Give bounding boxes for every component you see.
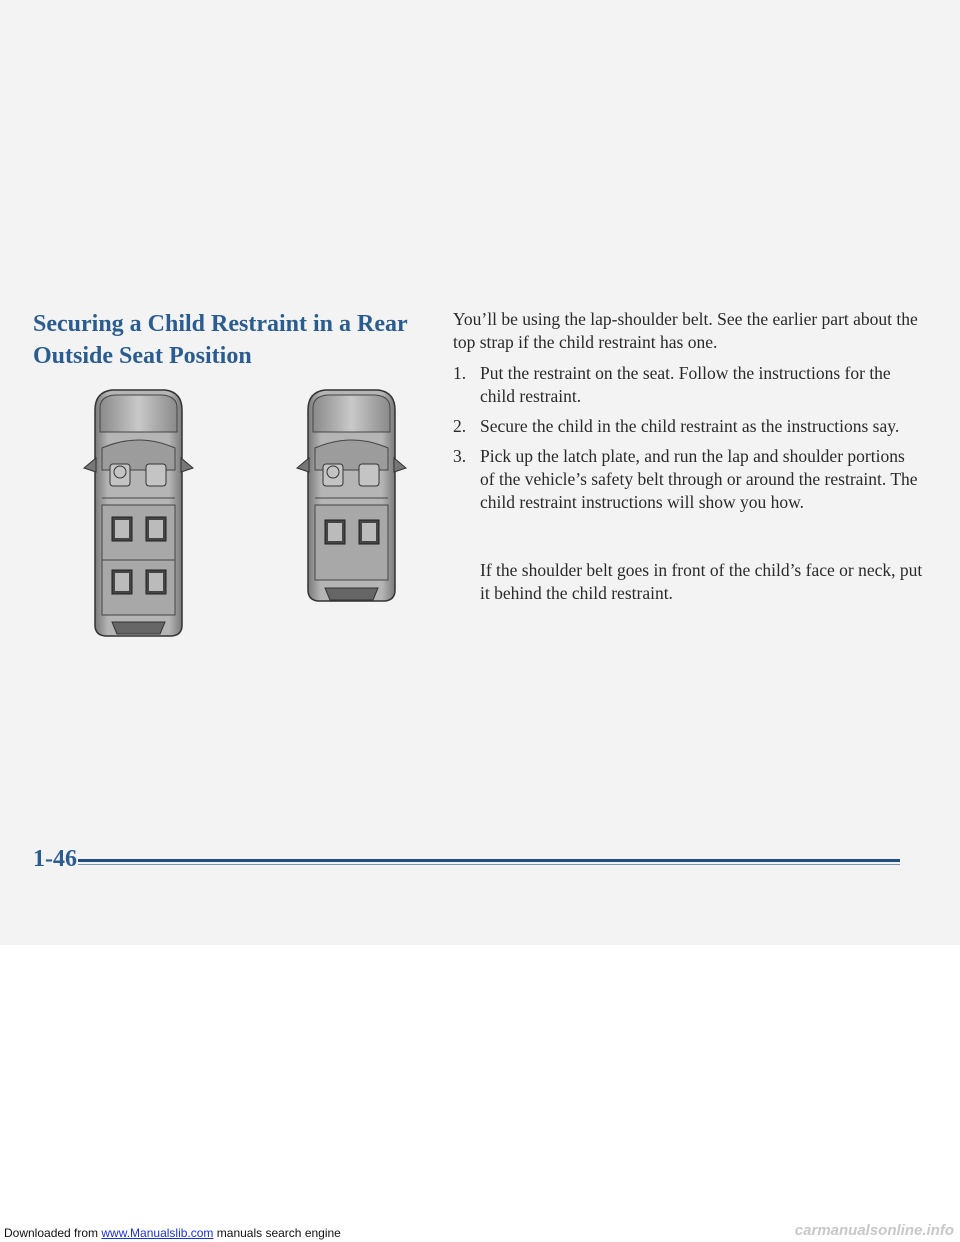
page-title: Securing a Child Restraint in a Rear Outside Seat Position [33,311,408,369]
watermark-text: carmanualsonline.info [794,1222,954,1239]
step-number: 1. [453,363,467,383]
step-number: 3. [453,446,467,466]
download-banner [4,1226,341,1240]
step-text: Put the restraint on the seat. Follow the instructions for the child restraint. [480,363,891,406]
step-item [453,362,923,408]
van-diagram-left [84,390,193,636]
step-number: 2. [453,416,467,436]
step-3-note: If the shoulder belt goes in front of the child’s face or neck, put it behind the child restraint. [480,560,923,603]
page-number: 1-46 [33,846,77,872]
banner-suffix: manuals search engine [213,1226,341,1240]
step-text: Pick up the latch plate, and run the lap and shoulder portions of the vehicle’s safety belt through or around the restraint. The child restraint instructions will show you how. [480,446,918,512]
step-text: Secure the child in the child restraint as the instructions say. [480,416,900,436]
instruction-steps [453,362,923,521]
intro-paragraph: You’ll be using the lap-shoulder belt. See the earlier part about the top strap if the child restraint has one. [453,309,918,352]
step-item [453,445,923,514]
manualslib-link[interactable]: www.Manualslib.com [101,1226,214,1240]
footer-rule [78,859,900,864]
step-item [453,415,923,438]
van-diagram-right [297,390,406,601]
banner-prefix: Downloaded from [4,1226,102,1240]
